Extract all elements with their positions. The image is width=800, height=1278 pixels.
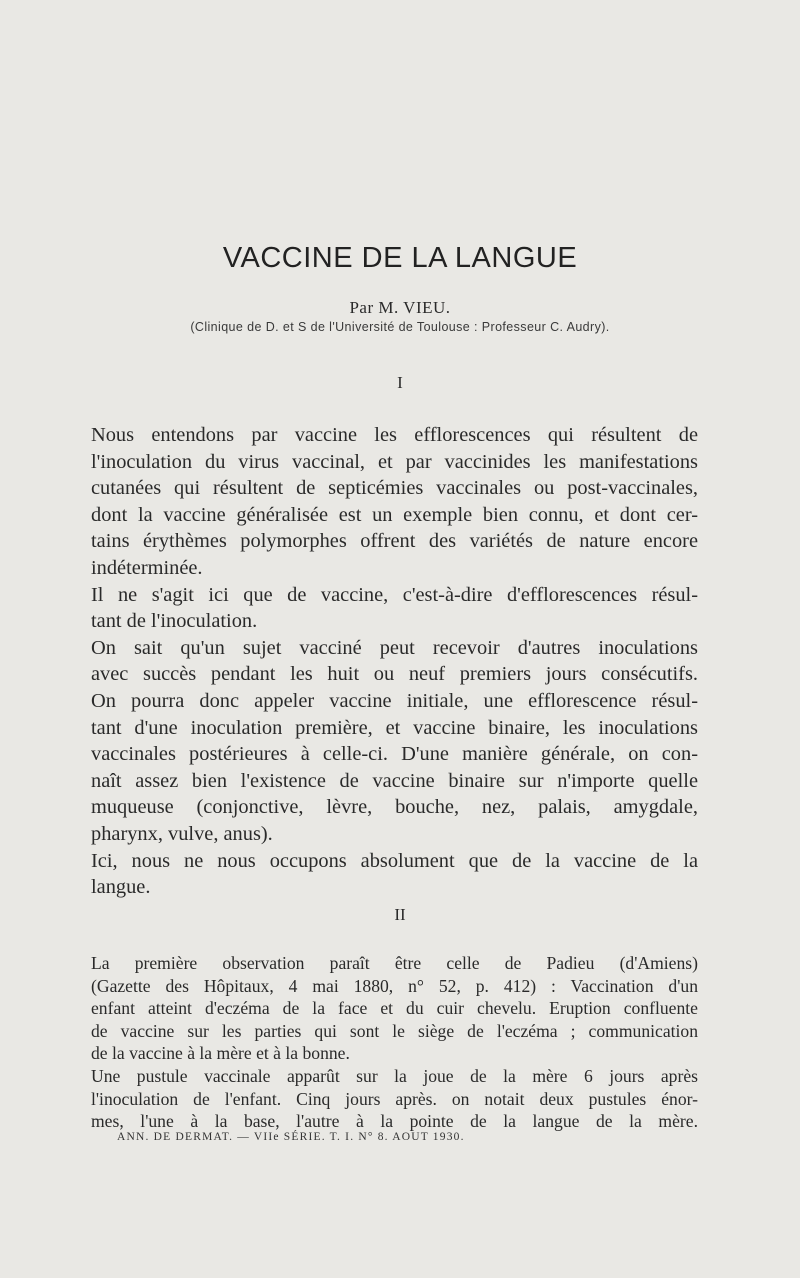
text-line: l'inoculation du virus vaccinal, et par vaccinides les manifestations [91,450,698,473]
text-line: On pourra donc appeler vaccine initiale, une efflorescence résul- [91,689,698,712]
article-author: Par M. VIEU. [349,298,451,317]
text-line: tant de l'inoculation. [91,610,258,633]
article-title: VACCINE DE LA LANGUE [222,242,578,274]
text-line: La première observation paraît être celle de Padieu (d'Amiens) [91,953,698,973]
text-line: Une pustule vaccinale apparût sur la joue de la mère 6 jours après [91,1065,698,1086]
text-line: muqueuse (conjonctive, lèvre, bouche, nez, palais, amygdale, [91,796,698,819]
text-line: dont la vaccine généralisée est un exemple bien connu, et dont cer- [91,503,698,526]
author-affiliation: (Clinique de D. et S de l'Université de Toulouse : Professeur C. Audry). [190,320,610,334]
section-number-1: I [397,373,403,392]
text-line: Nous entendons par vaccine les efflorescences qui résultent de [91,424,698,446]
text-line: Ici, nous ne nous occupons absolument que de la vaccine de la [91,849,698,872]
text-line: enfant atteint d'eczéma de la face et du cuir chevelu. Eruption confluente [91,998,698,1019]
journal-footer: ANN. DE DERMAT. — VIIe SÉRIE. T. I. N° 8. AOUT 1930. [117,1131,465,1143]
text-line: de la vaccine à la mère et à la bonne. [91,1043,350,1064]
text-line: tains érythèmes polymorphes offrent des variétés de nature encore [91,530,698,553]
text-line: langue. [91,876,151,899]
section-2-text [91,952,698,1133]
section-number-2: II [394,905,406,924]
text-line: pharynx, vulve, anus). [91,822,273,845]
text-line: (Gazette des Hôpitaux, 4 mai 1880, n° 52, p. 412) : Vaccination d'un [91,975,698,996]
text-line: mes, l'une à la base, l'autre à la pointe de la langue de la mère. [91,1111,698,1132]
section-1-text [91,422,698,901]
text-line: tant d'une inoculation première, et vaccine binaire, les inoculations [91,716,698,739]
text-line: cutanées qui résultent de septicémies vaccinales ou post-vaccinales, [91,477,698,500]
text-line: indéterminée. [91,556,203,579]
text-line: naît assez bien l'existence de vaccine binaire sur n'importe quelle [91,769,698,792]
text-line: Il ne s'agit ici que de vaccine, c'est-à-dire d'efflorescences résul- [91,583,698,606]
text-line: de vaccine sur les parties qui sont le siège de l'eczéma ; communication [91,1020,698,1041]
text-line: avec succès pendant les huit ou neuf premiers jours consécutifs. [91,663,698,686]
text-line: l'inoculation de l'enfant. Cinq jours après. on notait deux pustules énor- [91,1088,698,1109]
text-line: vaccinales postérieures à celle-ci. D'une manière générale, on con- [91,743,698,766]
text-line: On sait qu'un sujet vacciné peut recevoir d'autres inoculations [91,636,698,659]
